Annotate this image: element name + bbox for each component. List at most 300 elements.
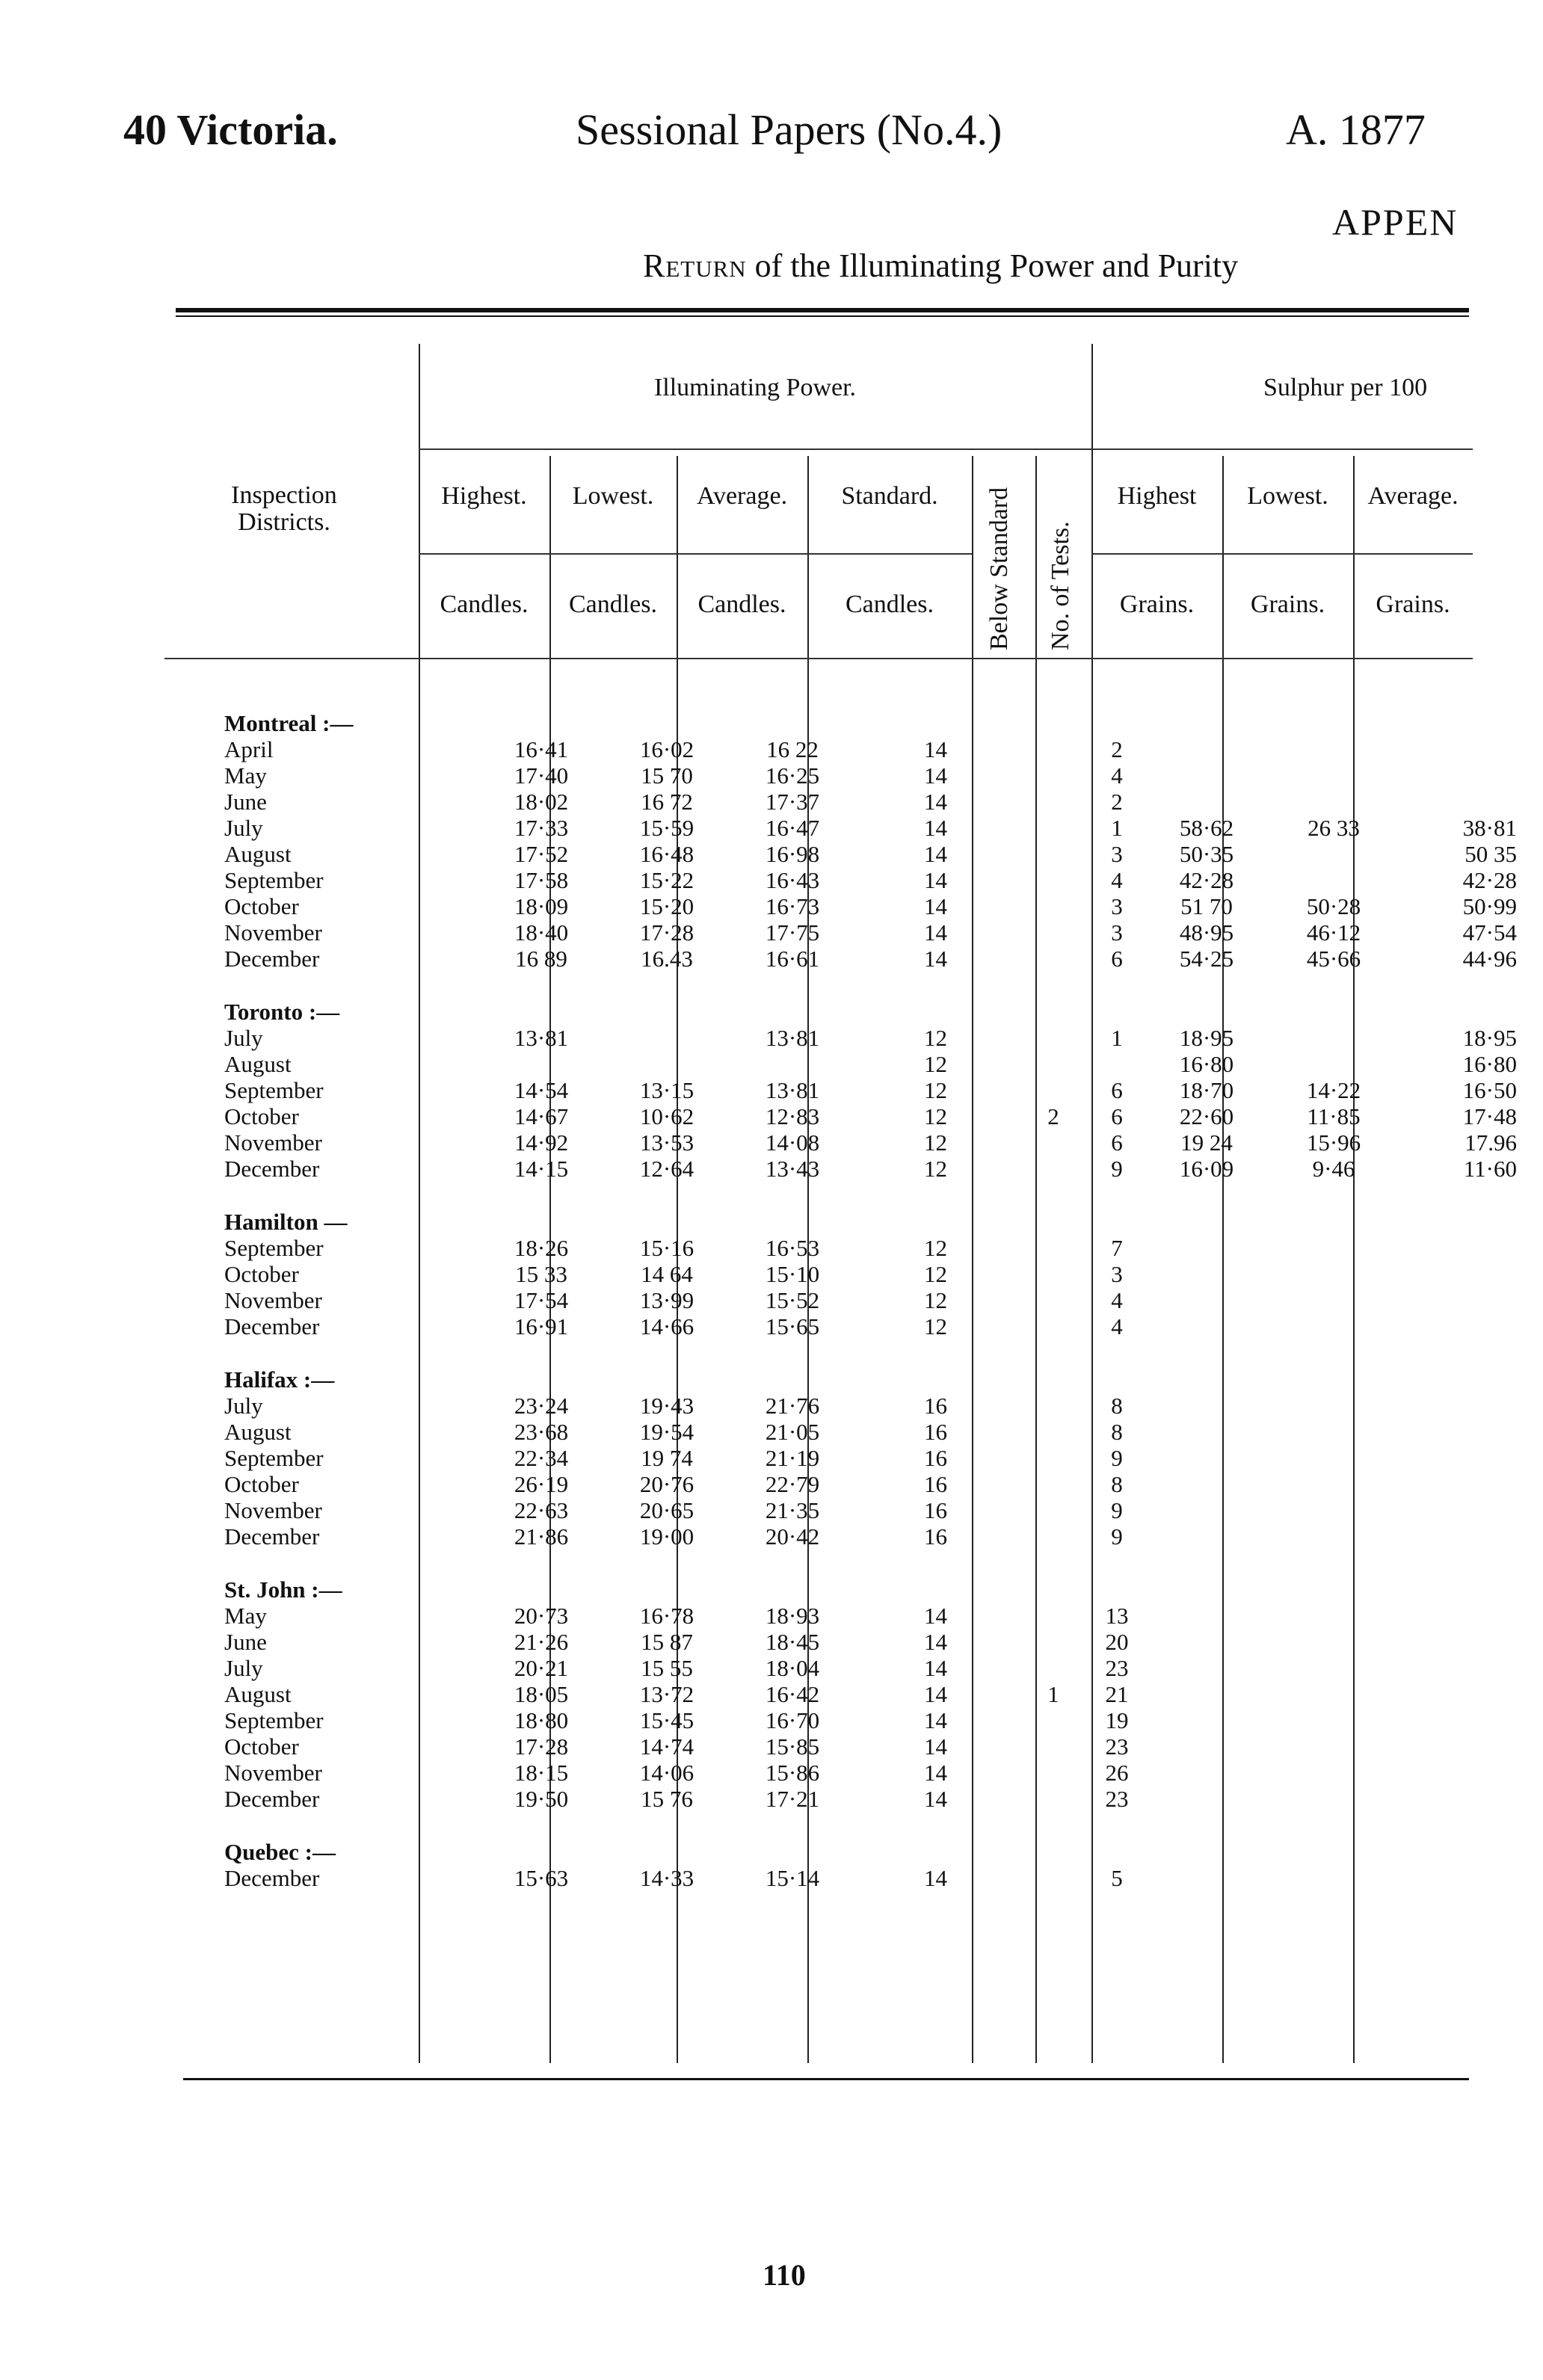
cell-average: 13·81 — [765, 1025, 820, 1051]
cell-tests: 8 — [1111, 1419, 1123, 1445]
cell-highest: 23·68 — [514, 1419, 569, 1445]
cell-lowest: 20·76 — [639, 1471, 694, 1497]
cell-s-average: 11·60 — [1463, 1156, 1517, 1182]
table-row — [164, 1629, 1517, 1655]
cell-s-lowest — [1270, 867, 1397, 893]
table-row — [164, 1025, 1517, 1051]
cell-lowest: 15·45 — [639, 1707, 694, 1733]
cell-s-lowest — [1270, 1603, 1397, 1629]
cell-s-lowest — [1270, 1681, 1397, 1707]
cell-standard: 14 — [924, 1707, 947, 1733]
col-standard: Standard. — [841, 482, 938, 510]
table-row — [164, 789, 1517, 815]
cell-s-average: 18·95 — [1462, 1025, 1517, 1051]
cell-standard: 14 — [924, 815, 947, 841]
cell-s-average — [1397, 1629, 1517, 1655]
cell-s-highest — [1143, 1287, 1270, 1313]
month-label: August — [224, 1419, 292, 1445]
cell-s-highest — [1143, 1313, 1270, 1339]
cell-s-lowest — [1270, 1733, 1397, 1760]
month-label: December — [224, 1786, 320, 1812]
top-rule — [176, 308, 1469, 312]
cell-s-average: 47·54 — [1462, 919, 1517, 946]
unit-lowest: Candles. — [568, 591, 658, 618]
cell-s-lowest — [1270, 1523, 1397, 1550]
table-row — [164, 1313, 1517, 1339]
table-row — [164, 1077, 1517, 1103]
month-label: October — [224, 1261, 299, 1287]
cell-below — [1016, 1786, 1091, 1812]
cell-highest: 15 33 — [515, 1261, 567, 1287]
cell-highest: 15·63 — [514, 1865, 569, 1891]
cell-s-highest — [1143, 1865, 1270, 1891]
cell-tests: 6 — [1111, 946, 1123, 972]
cell-average: 21·35 — [765, 1497, 820, 1523]
cell-s-lowest: 9·46 — [1312, 1156, 1355, 1182]
cell-lowest: 17·28 — [639, 919, 694, 946]
month-label: September — [224, 867, 324, 893]
table-row — [164, 1733, 1517, 1760]
cell-s-average: 44·96 — [1462, 946, 1517, 972]
cell-average: 16·73 — [765, 893, 820, 919]
cell-s-lowest — [1270, 1445, 1397, 1471]
cell-standard: 16 — [924, 1445, 947, 1471]
district-row — [164, 1209, 1517, 1235]
cell-s-average — [1397, 1733, 1517, 1760]
return-title-rest: of the Illuminating Power and Purity — [754, 247, 1239, 284]
month-label: September — [224, 1707, 324, 1733]
cell-s-average — [1397, 1603, 1517, 1629]
cell-standard: 16 — [924, 1523, 947, 1550]
cell-s-average — [1397, 1760, 1517, 1786]
cell-average: 13·43 — [765, 1156, 820, 1182]
cell-s-highest — [1143, 1445, 1270, 1471]
cell-highest: 19·50 — [514, 1786, 569, 1812]
spacer-cell — [164, 1339, 1517, 1366]
cell-lowest: 16·02 — [639, 736, 694, 762]
cell-highest: 17·52 — [514, 841, 569, 867]
district-name: Halifax :— — [224, 1366, 335, 1393]
cell-tests: 23 — [1105, 1733, 1129, 1760]
cell-highest: 17·40 — [514, 762, 569, 789]
col-district: Inspection Districts. — [231, 481, 337, 536]
cell-highest: 21·26 — [514, 1629, 569, 1655]
cell-standard: 14 — [924, 1629, 947, 1655]
cell-highest: 18·05 — [514, 1681, 569, 1707]
cell-standard: 14 — [924, 1786, 947, 1812]
month-label: July — [224, 815, 263, 841]
cell-below — [1016, 1051, 1091, 1077]
col-below-standard: Below Standard — [985, 487, 1013, 650]
district-row — [164, 710, 1517, 736]
cell-s-highest — [1143, 1707, 1270, 1733]
cell-s-highest — [1143, 1760, 1270, 1786]
cell-below — [1016, 1523, 1091, 1550]
district-name: St. John :— — [224, 1576, 342, 1603]
cell-s-average — [1397, 1497, 1517, 1523]
cell-tests: 8 — [1111, 1393, 1123, 1419]
cell-tests: 23 — [1105, 1655, 1129, 1681]
cell-tests: 4 — [1111, 867, 1123, 893]
page-number: 110 — [763, 2258, 806, 2292]
unit-s-average: Grains. — [1376, 591, 1450, 618]
cell-average: 12·83 — [765, 1103, 820, 1129]
month-label: November — [224, 1129, 322, 1156]
cell-s-average — [1397, 1655, 1517, 1681]
table-row — [164, 867, 1517, 893]
cell-s-lowest — [1270, 1865, 1397, 1891]
cell-standard: 16 — [924, 1393, 947, 1419]
cell-s-lowest — [1270, 841, 1397, 867]
unit-s-lowest: Grains. — [1250, 591, 1325, 618]
month-label: December — [224, 1523, 320, 1550]
cell-below — [1016, 841, 1091, 867]
cell-s-average: 16·50 — [1462, 1077, 1517, 1103]
cell-average: 18·93 — [765, 1603, 820, 1629]
table-row — [164, 1603, 1517, 1629]
cell-tests — [1091, 1051, 1143, 1077]
cell-average: 17·21 — [765, 1786, 820, 1812]
cell-s-lowest — [1270, 1419, 1397, 1445]
cell-average: 15·10 — [765, 1261, 820, 1287]
cell-s-lowest: 26 33 — [1308, 815, 1360, 841]
table-row — [164, 1760, 1517, 1786]
cell-below — [1016, 919, 1091, 946]
cell-tests: 26 — [1105, 1760, 1129, 1786]
cell-s-highest — [1143, 1235, 1270, 1261]
cell-s-highest: 16·09 — [1179, 1156, 1234, 1182]
district-row — [164, 999, 1517, 1025]
cell-average: 21·76 — [765, 1393, 820, 1419]
district-row — [164, 1576, 1517, 1603]
table-row — [164, 1707, 1517, 1733]
cell-average: 16·47 — [765, 815, 820, 841]
cell-highest: 22·63 — [514, 1497, 569, 1523]
cell-s-lowest — [1270, 1471, 1397, 1497]
cell-s-highest: 18·70 — [1179, 1077, 1234, 1103]
cell-standard: 14 — [924, 841, 947, 867]
cell-average: 16·25 — [765, 762, 820, 789]
month-label: July — [224, 1025, 263, 1051]
cell-below — [1016, 1156, 1091, 1182]
cell-s-highest — [1143, 789, 1270, 815]
cell-standard: 14 — [924, 1865, 947, 1891]
cell-below — [1016, 1629, 1091, 1655]
cell-highest: 20·21 — [514, 1655, 569, 1681]
cell-tests: 3 — [1111, 893, 1123, 919]
cell-average: 15·65 — [765, 1313, 820, 1339]
cell-s-average — [1397, 1261, 1517, 1287]
table-row — [164, 762, 1517, 789]
cell-s-average — [1397, 1445, 1517, 1471]
cell-tests: 13 — [1105, 1603, 1129, 1629]
cell-below — [1016, 1025, 1091, 1051]
district-name: Hamilton — — [224, 1209, 348, 1235]
cell-s-average — [1397, 1235, 1517, 1261]
cell-s-highest: 48·95 — [1179, 919, 1234, 946]
cell-tests: 7 — [1111, 1235, 1123, 1261]
table-row — [164, 1287, 1517, 1313]
table-row — [164, 1261, 1517, 1287]
cell-tests: 9 — [1111, 1156, 1123, 1182]
cell-s-highest: 19 24 — [1180, 1129, 1233, 1156]
cell-s-average: 50·99 — [1462, 893, 1517, 919]
cell-s-lowest — [1270, 789, 1397, 815]
month-label: June — [224, 1629, 267, 1655]
cell-tests: 6 — [1111, 1077, 1123, 1103]
cell-standard: 14 — [924, 736, 947, 762]
cell-s-highest — [1143, 736, 1270, 762]
table-row — [164, 1129, 1517, 1156]
table-row — [164, 1655, 1517, 1681]
cell-below — [1016, 867, 1091, 893]
col-s-average: Average. — [1367, 482, 1459, 510]
unit-highest: Candles. — [440, 591, 529, 618]
header-left: 40 Victoria. — [123, 105, 338, 154]
spacer-cell — [164, 972, 1517, 999]
month-label: October — [224, 1103, 299, 1129]
cell-s-lowest — [1270, 1287, 1397, 1313]
cell-tests: 5 — [1111, 1865, 1123, 1891]
cell-below — [1016, 1393, 1091, 1419]
cell-average: 17·75 — [765, 919, 820, 946]
unit-s-highest: Grains. — [1119, 591, 1195, 618]
cell-standard: 14 — [924, 1733, 947, 1760]
cell-highest: 14·15 — [514, 1156, 569, 1182]
table-row — [164, 1523, 1517, 1550]
cell-average: 16·43 — [765, 867, 820, 893]
spacer-cell — [164, 1812, 1517, 1839]
cell-highest: 18·09 — [514, 893, 569, 919]
cell-lowest: 19 74 — [641, 1445, 693, 1471]
cell-below — [1016, 1733, 1091, 1760]
cell-standard: 12 — [924, 1103, 947, 1129]
cell-highest: 14·54 — [514, 1077, 569, 1103]
table-row — [164, 893, 1517, 919]
cell-s-lowest — [1270, 1707, 1397, 1733]
cell-tests: 8 — [1111, 1471, 1123, 1497]
cell-s-lowest: 15·96 — [1306, 1129, 1361, 1156]
table-row — [164, 1393, 1517, 1419]
col-s-lowest: Lowest. — [1247, 482, 1328, 510]
cell-s-lowest: 11·85 — [1307, 1103, 1361, 1129]
cell-s-highest: 51 70 — [1180, 893, 1233, 919]
cell-s-lowest — [1270, 736, 1397, 762]
cell-standard: 14 — [924, 762, 947, 789]
table-row — [164, 1445, 1517, 1471]
cell-average: 16·53 — [765, 1235, 820, 1261]
cell-lowest: 16·78 — [639, 1603, 694, 1629]
cell-s-lowest: 50·28 — [1306, 893, 1361, 919]
cell-s-lowest — [1270, 1393, 1397, 1419]
cell-tests: 20 — [1105, 1629, 1129, 1655]
header-center: Sessional Papers (No.4.) — [576, 105, 1003, 154]
cell-standard: 16 — [924, 1497, 947, 1523]
cell-s-average — [1397, 1471, 1517, 1497]
cell-standard: 14 — [924, 1603, 947, 1629]
cell-lowest: 14 64 — [641, 1261, 693, 1287]
cell-s-highest: 22·60 — [1179, 1103, 1234, 1129]
cell-lowest: 14·66 — [639, 1313, 694, 1339]
cell-average: 16·70 — [765, 1707, 820, 1733]
cell-s-lowest — [1270, 1655, 1397, 1681]
cell-lowest — [604, 1051, 730, 1077]
rule-head-bottom — [164, 658, 1473, 659]
cell-lowest: 15 55 — [641, 1655, 693, 1681]
table-row — [164, 919, 1517, 946]
spacer-row — [164, 1812, 1517, 1839]
cell-lowest: 13·53 — [639, 1129, 694, 1156]
cell-below — [1016, 815, 1091, 841]
unit-standard: Candles. — [845, 591, 934, 618]
cell-below — [1016, 1707, 1091, 1733]
cell-highest: 16 89 — [515, 946, 567, 972]
cell-highest: 14·92 — [514, 1129, 569, 1156]
spacer-row — [164, 1891, 1517, 1918]
cell-s-highest — [1143, 1471, 1270, 1497]
cell-s-lowest — [1270, 1313, 1397, 1339]
cell-lowest: 15·20 — [639, 893, 694, 919]
district-name: Quebec :— — [224, 1839, 336, 1865]
district-row — [164, 1839, 1517, 1865]
cell-below — [1016, 1129, 1091, 1156]
cell-s-highest — [1143, 1629, 1270, 1655]
cell-below — [1016, 789, 1091, 815]
month-label: August — [224, 1051, 292, 1077]
cell-s-highest: 18·95 — [1179, 1025, 1234, 1051]
cell-average: 22·79 — [765, 1471, 820, 1497]
appendix-label: APPEN — [1332, 201, 1459, 243]
cell-below — [1016, 893, 1091, 919]
cell-average: 14·08 — [765, 1129, 820, 1156]
month-label: December — [224, 946, 320, 972]
cell-tests: 6 — [1111, 1103, 1123, 1129]
cell-lowest: 15 87 — [641, 1629, 693, 1655]
cell-average: 16·42 — [765, 1681, 820, 1707]
cell-s-average — [1397, 1287, 1517, 1313]
spacer-row — [164, 1550, 1517, 1576]
month-label: April — [224, 736, 274, 762]
cell-highest: 20·73 — [514, 1603, 569, 1629]
month-label: September — [224, 1077, 324, 1103]
cell-standard: 12 — [924, 1261, 947, 1287]
cell-tests: 3 — [1111, 841, 1123, 867]
district-name: Toronto :— — [224, 999, 340, 1025]
spacer-cell — [164, 1550, 1517, 1576]
cell-s-average — [1397, 1523, 1517, 1550]
return-title — [643, 247, 1238, 285]
cell-average: 21·19 — [765, 1445, 820, 1471]
cell-lowest: 12·64 — [639, 1156, 694, 1182]
cell-below — [1016, 736, 1091, 762]
cell-below — [1016, 1497, 1091, 1523]
cell-s-lowest: 14·22 — [1306, 1077, 1361, 1103]
cell-standard: 12 — [924, 1025, 947, 1051]
cell-s-average: 50 35 — [1465, 841, 1517, 867]
spacer-row — [164, 972, 1517, 999]
cell-s-average — [1397, 736, 1517, 762]
cell-below — [1016, 1235, 1091, 1261]
cell-standard: 16 — [924, 1471, 947, 1497]
cell-standard: 14 — [924, 893, 947, 919]
cell-s-average — [1397, 1865, 1517, 1891]
month-label: July — [224, 1655, 263, 1681]
cell-highest: 18·80 — [514, 1707, 569, 1733]
cell-highest: 17·54 — [514, 1287, 569, 1313]
month-label: November — [224, 1497, 322, 1523]
cell-lowest: 15 76 — [641, 1786, 693, 1812]
cell-tests: 19 — [1105, 1707, 1129, 1733]
cell-s-highest: 58·62 — [1179, 815, 1234, 841]
cell-highest: 26·19 — [514, 1471, 569, 1497]
cell-average: 16·61 — [765, 946, 820, 972]
cell-lowest: 15·59 — [639, 815, 694, 841]
cell-s-highest — [1143, 1419, 1270, 1445]
table-row — [164, 1419, 1517, 1445]
cell-standard: 14 — [924, 919, 947, 946]
cell-highest: 23·24 — [514, 1393, 569, 1419]
header-right: A. 1877 — [1286, 105, 1426, 154]
cell-average: 13·81 — [765, 1077, 820, 1103]
cell-highest — [478, 1051, 604, 1077]
cell-standard: 14 — [924, 789, 947, 815]
district-row — [164, 1366, 1517, 1393]
cell-s-highest: 54·25 — [1179, 946, 1234, 972]
cell-lowest: 16.43 — [641, 946, 693, 972]
month-label: November — [224, 1760, 322, 1786]
cell-lowest: 15·22 — [639, 867, 694, 893]
cell-lowest: 20·65 — [639, 1497, 694, 1523]
cell-lowest: 19·43 — [639, 1393, 694, 1419]
cell-standard: 12 — [924, 1287, 947, 1313]
table-row — [164, 1156, 1517, 1182]
cell-tests: 21 — [1105, 1681, 1129, 1707]
cell-s-average — [1397, 1313, 1517, 1339]
cell-highest: 13·81 — [514, 1025, 569, 1051]
cell-s-highest — [1143, 1393, 1270, 1419]
month-label: December — [224, 1865, 320, 1891]
cell-s-highest — [1143, 1655, 1270, 1681]
cell-average: 15·14 — [765, 1865, 820, 1891]
cell-below — [1016, 946, 1091, 972]
month-label: May — [224, 1603, 267, 1629]
month-label: October — [224, 1471, 299, 1497]
cell-standard: 12 — [924, 1235, 947, 1261]
cell-s-highest: 42·28 — [1179, 867, 1234, 893]
cell-below — [1016, 1077, 1091, 1103]
cell-below — [1016, 1760, 1091, 1786]
cell-standard: 16 — [924, 1419, 947, 1445]
cell-standard: 12 — [924, 1051, 947, 1077]
month-label: December — [224, 1156, 320, 1182]
cell-s-average: 16·80 — [1462, 1051, 1517, 1077]
cell-s-lowest — [1270, 1051, 1397, 1077]
cell-lowest: 16·48 — [639, 841, 694, 867]
cell-below — [1016, 1655, 1091, 1681]
spacer-row — [164, 1182, 1517, 1209]
cell-average: 16·98 — [765, 841, 820, 867]
cell-s-average: 38·81 — [1462, 815, 1517, 841]
cell-lowest: 14·06 — [639, 1760, 694, 1786]
cell-s-lowest — [1270, 1235, 1397, 1261]
cell-tests: 3 — [1111, 1261, 1123, 1287]
cell-s-average — [1397, 762, 1517, 789]
month-label: November — [224, 919, 322, 946]
table-row — [164, 1103, 1517, 1129]
table-row — [164, 1051, 1517, 1077]
return-title-lead: Return — [643, 247, 747, 284]
table-row — [164, 1235, 1517, 1261]
